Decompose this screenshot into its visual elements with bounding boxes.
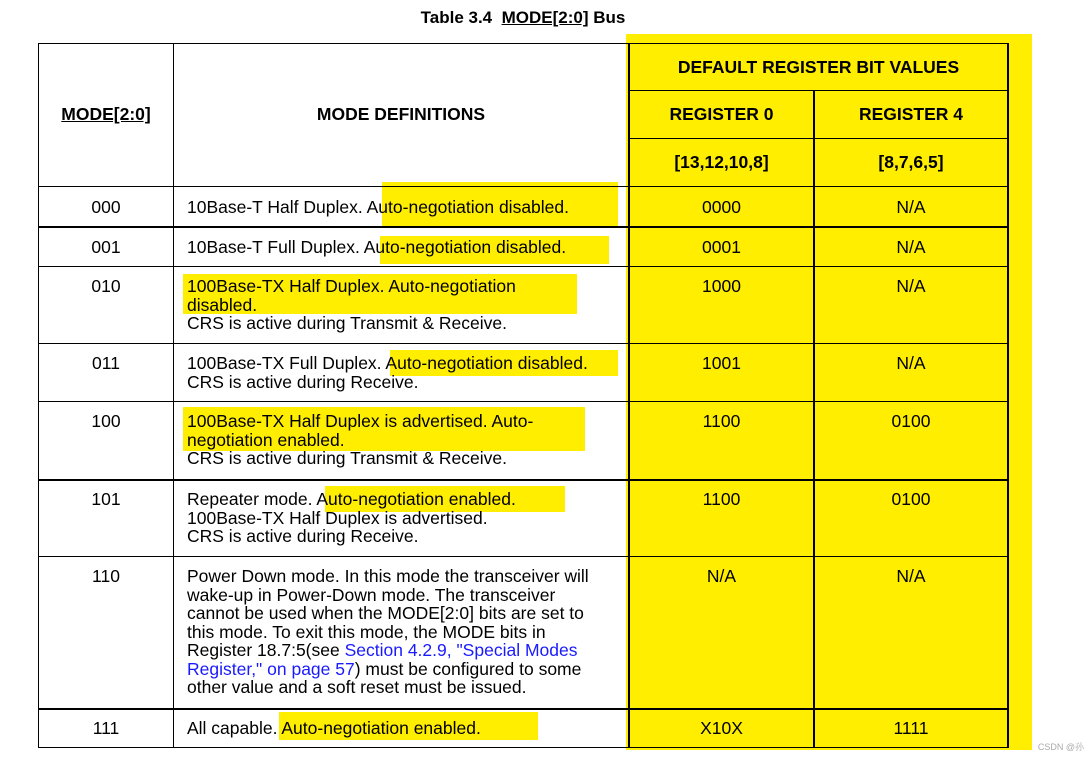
table-title <box>0 8 1046 28</box>
mode-value: 011 <box>92 353 120 373</box>
header-register-4-bits: [8,7,6,5] <box>878 152 944 172</box>
mode-value: 000 <box>91 197 121 217</box>
header-register-0: REGISTER 0 <box>669 104 774 124</box>
section-4-2-9-link[interactable]: Section 4.2.9, "Special Modes <box>344 640 578 660</box>
table-title-prefix: Table 3.4 <box>420 8 493 27</box>
register-0-value: N/A <box>706 566 737 586</box>
table-title-suffix: Bus <box>593 8 626 27</box>
register-0-value: 0001 <box>702 237 741 257</box>
special-modes-register-link[interactable]: Register," on page 57 <box>187 658 355 679</box>
mode-value: 110 <box>92 566 120 586</box>
watermark: CSDN @孙 <box>1037 742 1084 752</box>
register-4-value: N/A <box>896 353 926 373</box>
header-default-register-bit-values: DEFAULT REGISTER BIT VALUES <box>677 57 960 77</box>
register-4-value: 1111 <box>893 718 929 738</box>
register-0-value: 1001 <box>702 353 741 373</box>
register-0-value: X10X <box>700 718 743 738</box>
header-definitions: MODE DEFINITIONS <box>316 104 486 124</box>
register-0-value: 1100 <box>702 489 741 509</box>
mode-definition: 100Base-TX Half Duplex. Auto-negotiation disabled. CRS is active during Transmit & Receive. <box>187 276 516 333</box>
table-title-bus: MODE[2:0] <box>501 8 589 27</box>
register-4-value: 0100 <box>891 489 931 509</box>
mode-value: 001 <box>91 237 121 257</box>
mode-value: 101 <box>91 489 121 509</box>
register-0-value: 1100 <box>702 411 741 431</box>
register-0-value: 0000 <box>702 197 741 217</box>
register-4-value: N/A <box>896 276 926 296</box>
header-register-4: REGISTER 4 <box>858 104 964 124</box>
mode-definition: All capable. Auto-negotiation enabled. <box>187 718 481 738</box>
mode-value: 111 <box>92 718 120 738</box>
header-register-0-bits: [13,12,10,8] <box>674 152 769 172</box>
mode-value: 010 <box>91 276 121 296</box>
register-4-value: N/A <box>896 566 926 586</box>
mode-definition: 100Base-TX Half Duplex is advertised. Auto- negotiation enabled. CRS is active during Transmit & Receive. <box>187 411 534 468</box>
register-4-value: N/A <box>896 237 926 257</box>
mode-definition: Power Down mode. In this mode the transceiver will wake-up in Power-Down mode. The transceiver cannot be used when the MODE[2:0] bits are set to this mode. To exit this mode, the MODE bits in Register 18.7:5(see Section 4.2.9, "Special Modes Register," on page 57) must be configured to some other value and a soft reset must be issued. <box>187 566 589 697</box>
register-columns-highlight <box>626 34 1032 750</box>
header-mode: MODE[2:0] <box>61 104 151 124</box>
mode-definition: 100Base-TX Full Duplex. Auto-negotiation disabled. CRS is active during Receive. <box>187 353 588 392</box>
register-4-value: N/A <box>896 197 926 217</box>
register-4-value: 0100 <box>891 411 931 431</box>
mode-definition: 10Base-T Half Duplex. Auto-negotiation disabled. <box>187 197 570 217</box>
mode-definition: Repeater mode. Auto-negotiation enabled. 100Base-TX Half Duplex is advertised. CRS is active during Receive. <box>187 489 516 546</box>
register-0-value: 1000 <box>702 276 741 296</box>
mode-definition: 10Base-T Full Duplex. Auto-negotiation disabled. <box>187 237 567 257</box>
mode-value: 100 <box>91 411 121 431</box>
